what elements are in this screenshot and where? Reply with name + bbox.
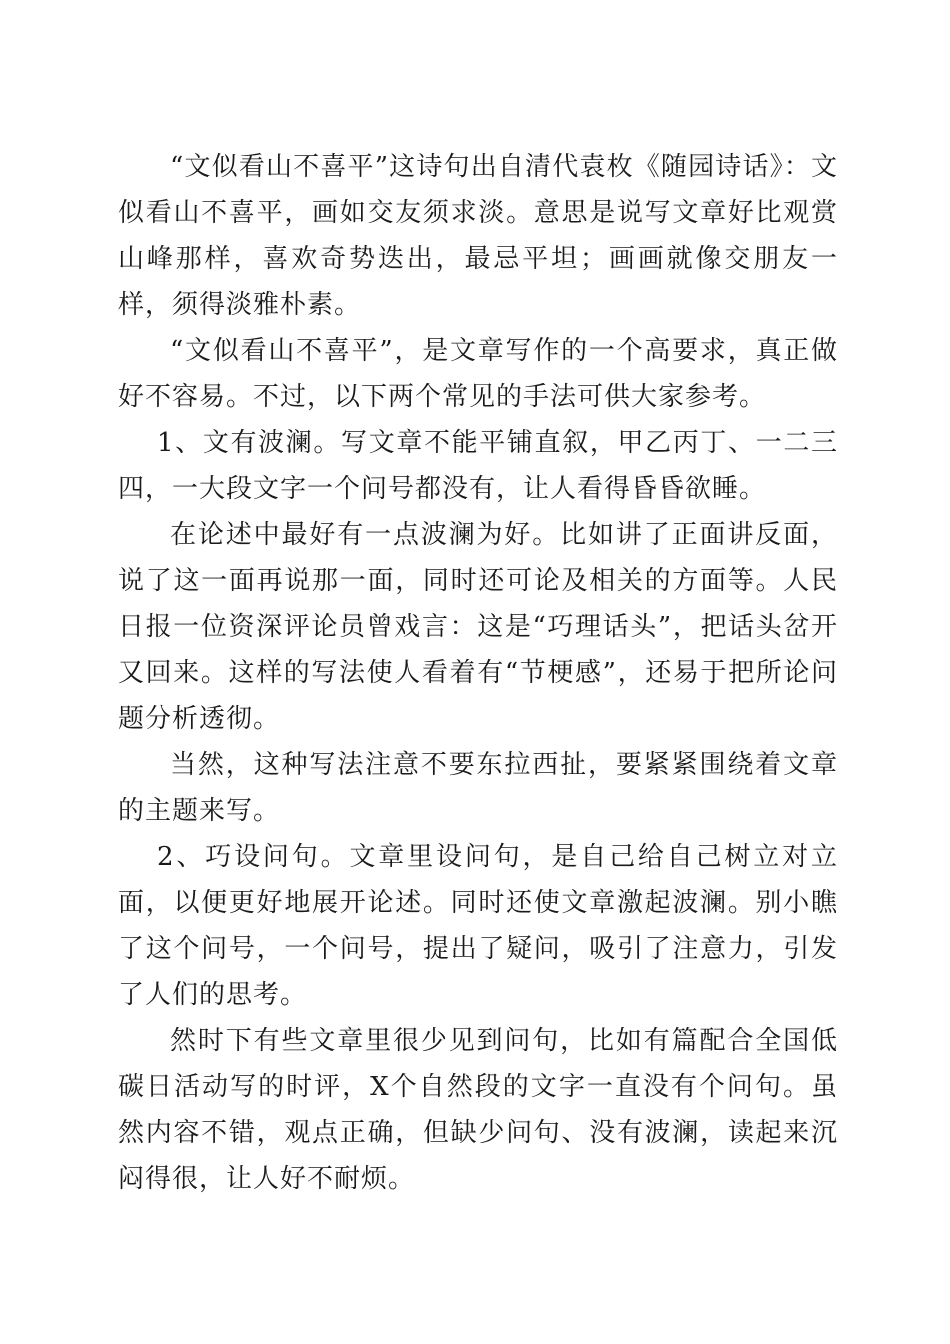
paragraph-point-1: 1、文有波澜。写文章不能平铺直叙，甲乙丙丁、一二三四，一大段文字一个问号都没有，让人看得昏昏欲睡。 <box>118 428 838 504</box>
paragraph-requirement: “文似看山不喜平”，是文章写作的一个高要求，真正做好不容易。不过，以下两个常见的手法可供大家参考。 <box>118 336 838 412</box>
paragraph-point-1-detail: 在论述中最好有一点波澜为好。比如讲了正面讲反面，说了这一面再说那一面，同时还可论及相关的方面等。人民日报一位资深评论员曾戏言：这是“巧理话头”，把话头岔开又回来。这样的写法使人看着有“节梗感”，还易于把所论问题分析透彻。 <box>118 520 838 734</box>
document-body <box>118 144 838 1202</box>
paragraph-intro: “文似看山不喜平”这诗句出自清代袁枚《随园诗话》：文似看山不喜平，画如交友须求淡。意思是说写文章好比观赏山峰那样，喜欢奇势迭出，最忌平坦；画画就像交朋友一样，须得淡雅朴素。 <box>118 152 838 320</box>
paragraph-point-2: 2、巧设问句。文章里设问句，是自己给自己树立对立面，以便更好地展开论述。同时还使文章激起波澜。别小瞧了这个问号，一个问号，提出了疑问，吸引了注意力，引发了人们的思考。 <box>118 842 838 1010</box>
paragraph-point-1-caution: 当然，这种写法注意不要东拉西扯，要紧紧围绕着文章的主题来写。 <box>118 750 838 826</box>
paragraph-point-2-detail: 然时下有些文章里很少见到问句，比如有篇配合全国低碳日活动写的时评，X个自然段的文字一直没有个问句。虽然内容不错，观点正确，但缺少问句、没有波澜，读起来沉闷得很，让人好不耐烦。 <box>118 1026 838 1194</box>
